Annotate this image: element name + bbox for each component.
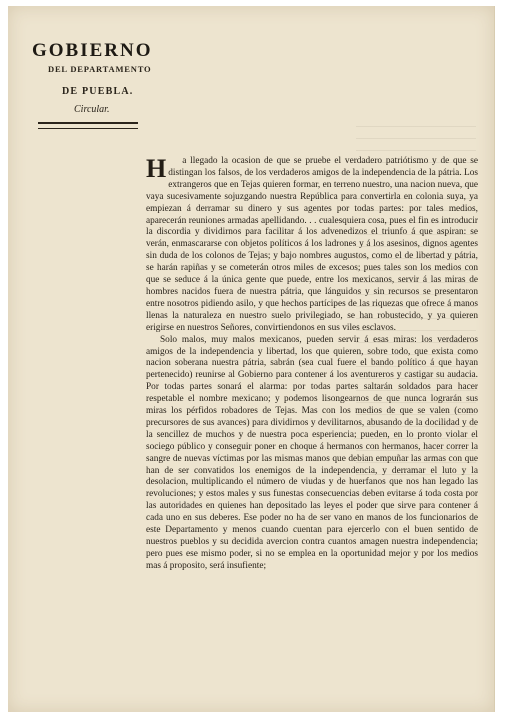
letterhead-title: GOBIERNO — [32, 40, 153, 61]
paragraph-1 — [146, 156, 478, 335]
paragraph-1-text: a llegado la ocasion de que se pruebe el verdadero patriótismo y de que se distingan los falsos, de los verdaderos amigos de la independencia de la pátria. Los extrangeros que en Tejas quieren formar, en terreno nuestro, una nacion nueva, que vaya sucesivamente sojuzgando nuestra República para convertirla en colonia suya, ya empiezan á derramar su dinero y sus agentes por todas partes: por tales medios, aparecerán reuniones armadas apellidando. . . cualesquiera cosa, pues el fin es introducir la discordia y dividirnos para facilitar á los advenedizos el triunfo á que aspiran: se verán, enmascararse con objetos políticos á los ladrones y á los asesinos, dignos agentes sin duda de los colonos de Tejas; y bajo nombres augustos, como el de libertad y pátria, se harán rapiñas y se cometerán otros miles de excesos; pues tales son los medios con que se seduce á la única gente que puede, entre los mexicanos, servir á las miras de hombres nacidos fuera de nuestra pátria, que lánguidos y sin recursos se presentaron entre nosotros pidiendo asilo, y que hechos partícipes de las riquezas que ofrece á manos llenas la naturaleza en nuestro suelo privilegiado, se han robustecido, y ya quieren erigirse en nuestros Señores, convirtiendonos en sus viles esclavos. — [146, 156, 478, 333]
letterhead-department: DEL DEPARTAMENTO — [48, 64, 152, 74]
decorative-rule — [38, 122, 138, 129]
document-page — [8, 6, 495, 712]
document-type-label: Circular. — [74, 104, 110, 115]
letterhead-state: DE PUEBLA. — [62, 86, 134, 97]
circular-body — [146, 156, 478, 573]
paragraph-2: Solo malos, muy malos mexicanos, pueden servir á esas miras: los verdaderos amigos de la independencia y libertad, los que quieren, sobre todo, que exista como nacion soberana nuestra pátria, sabrán (sea cual fuere el bando político á que hayan pertenecido) reunirse al Gobierno para contener á los aventureros y castigar su audacia. Por todas partes sonará el alarma: por todas partes saltarán soldados para hacer respetable el nombre mexicano; y podemos lisongearnos de que nunca lograrán sus miras los pérfidos robadores de Tejas. Mas con los medios de que se valen (como precursores de sus avances) para dividirnos y devilitarnos, abusando de la docilidad y de la sencillez de muchos y de nuestra poca esperiencia; pueden, en lo pronto violar el sociego público y conseguir poner en choque á hermanos con hermanos, hacer correr la sangre de nuevas víctimas por las mismas manos que debian empuñar las armas con que han de ser convatidos los enemigos de la independencia, y derramar el luto y la desolacion, multiplicando el número de viudas y de huerfanos que nos han legado las revoluciones; y estos males y sus funestas consecuencias deben evitarse á toda costa por las autoridades en quienes han depositado las leyes el poder que sirve para contener á cada uno en sus deberes. Ese poder no ha de ser vano en manos de los funcionarios de este Departamento y menos cuando cuentan para ejercerlo con el buen sentido de nuestros pueblos y su decidida avercion contra cuantos amagen nuestra independencia; pero pues ese mismo poder, si no se emplea en la oportunidad mejor y por los medios mas á proposito, será insufiente; — [146, 334, 478, 571]
drop-cap: H — [146, 154, 167, 183]
